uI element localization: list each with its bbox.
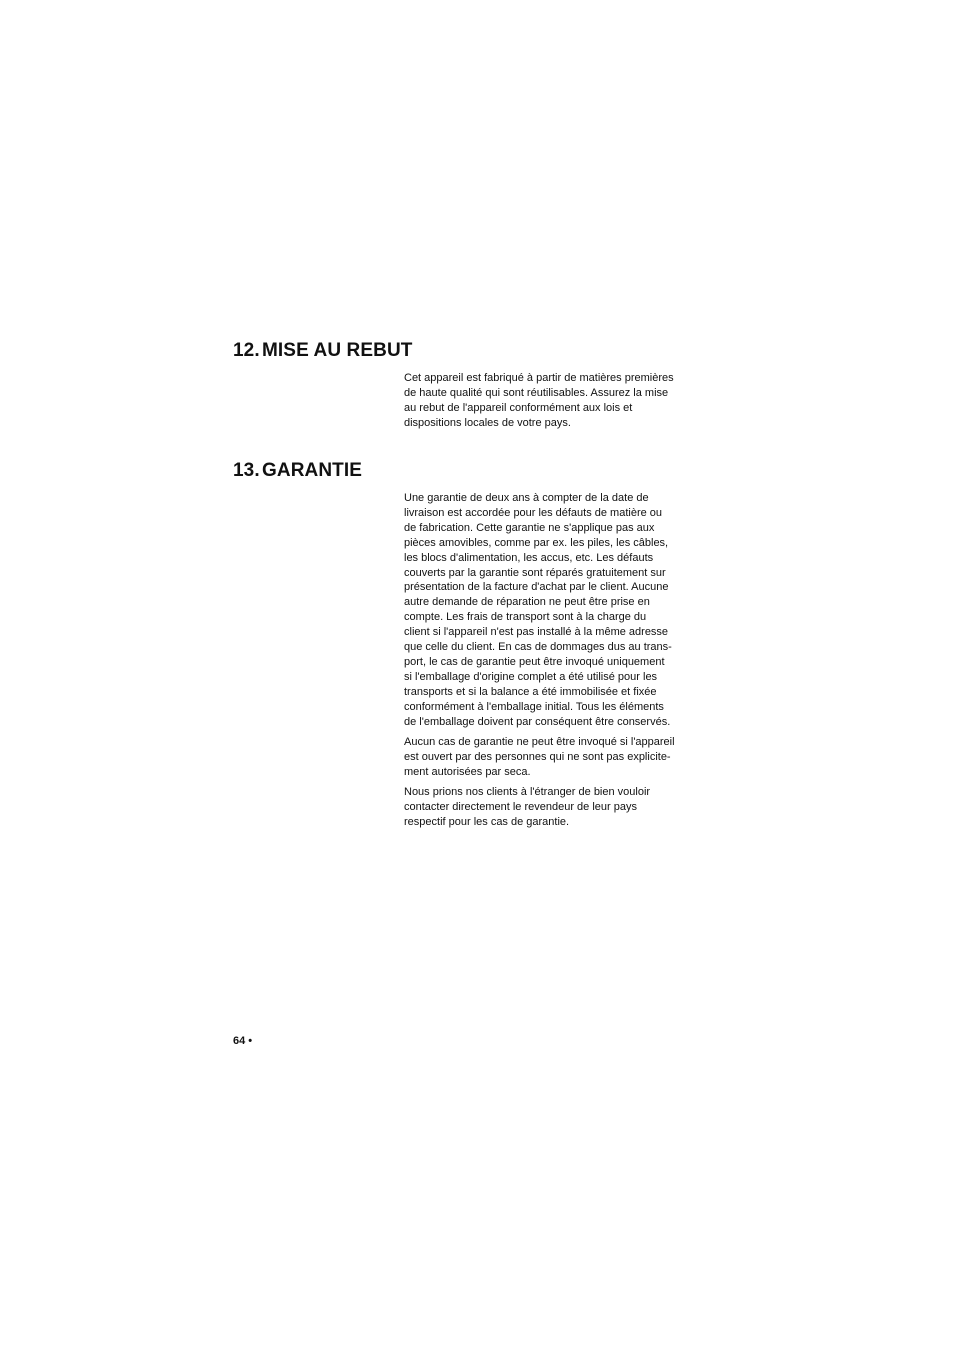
section-13-heading — [233, 460, 362, 482]
section-12-body — [404, 371, 694, 436]
section-title: GARANTIE — [262, 460, 363, 481]
section-number: 13. — [233, 460, 260, 481]
paragraph: Cet appareil est fabriqué à partir de matières premières de haute qualité qui sont réutilisables. Assurez la mise au rebut de l'appareil conformément aux lois et dispositions locales de votre pays. — [404, 372, 674, 429]
section-number: 12. — [233, 340, 260, 361]
paragraph: Une garantie de deux ans à compter de la date de livraison est accordée pour les défauts de matière ou de fabrication. Cette garantie ne s'applique pas aux pièces amovibles, comme par ex. les piles, les câbles, les blocs d'alimentation, les accus, etc. Les défauts couverts par la garantie sont réparés gratuitement sur présentation de la facture d'achat par le client. Aucune autre demande de réparation ne peut être prise en compte. Les frais de transport sont à la charge du client si l'appareil n'est pas installé à la même adresse que celle du client. En cas de dommages dus au trans- port, le cas de garantie peut être invoqué uniquement si l'emballage d'origine complet a été utilisé pour les transports et si la balance a été immobilisée et fixée conformément à l'emballage initial. Tous les éléments de l'emballage doivent par conséquent être conservés. — [404, 492, 672, 728]
section-title: MISE AU REBUT — [262, 340, 413, 361]
paragraph: Nous prions nos clients à l'étranger de bien vouloir contacter directement le revendeur de leur pays respectif pour les cas de garantie. — [404, 786, 651, 829]
section-13-body — [404, 491, 694, 835]
page-number: 64 • — [233, 1035, 253, 1047]
section-12-heading — [233, 340, 413, 362]
paragraph: Aucun cas de garantie ne peut être invoqué si l'appareil est ouvert par des personnes qui ne sont pas explicite- ment autorisées par seca. — [404, 736, 675, 778]
